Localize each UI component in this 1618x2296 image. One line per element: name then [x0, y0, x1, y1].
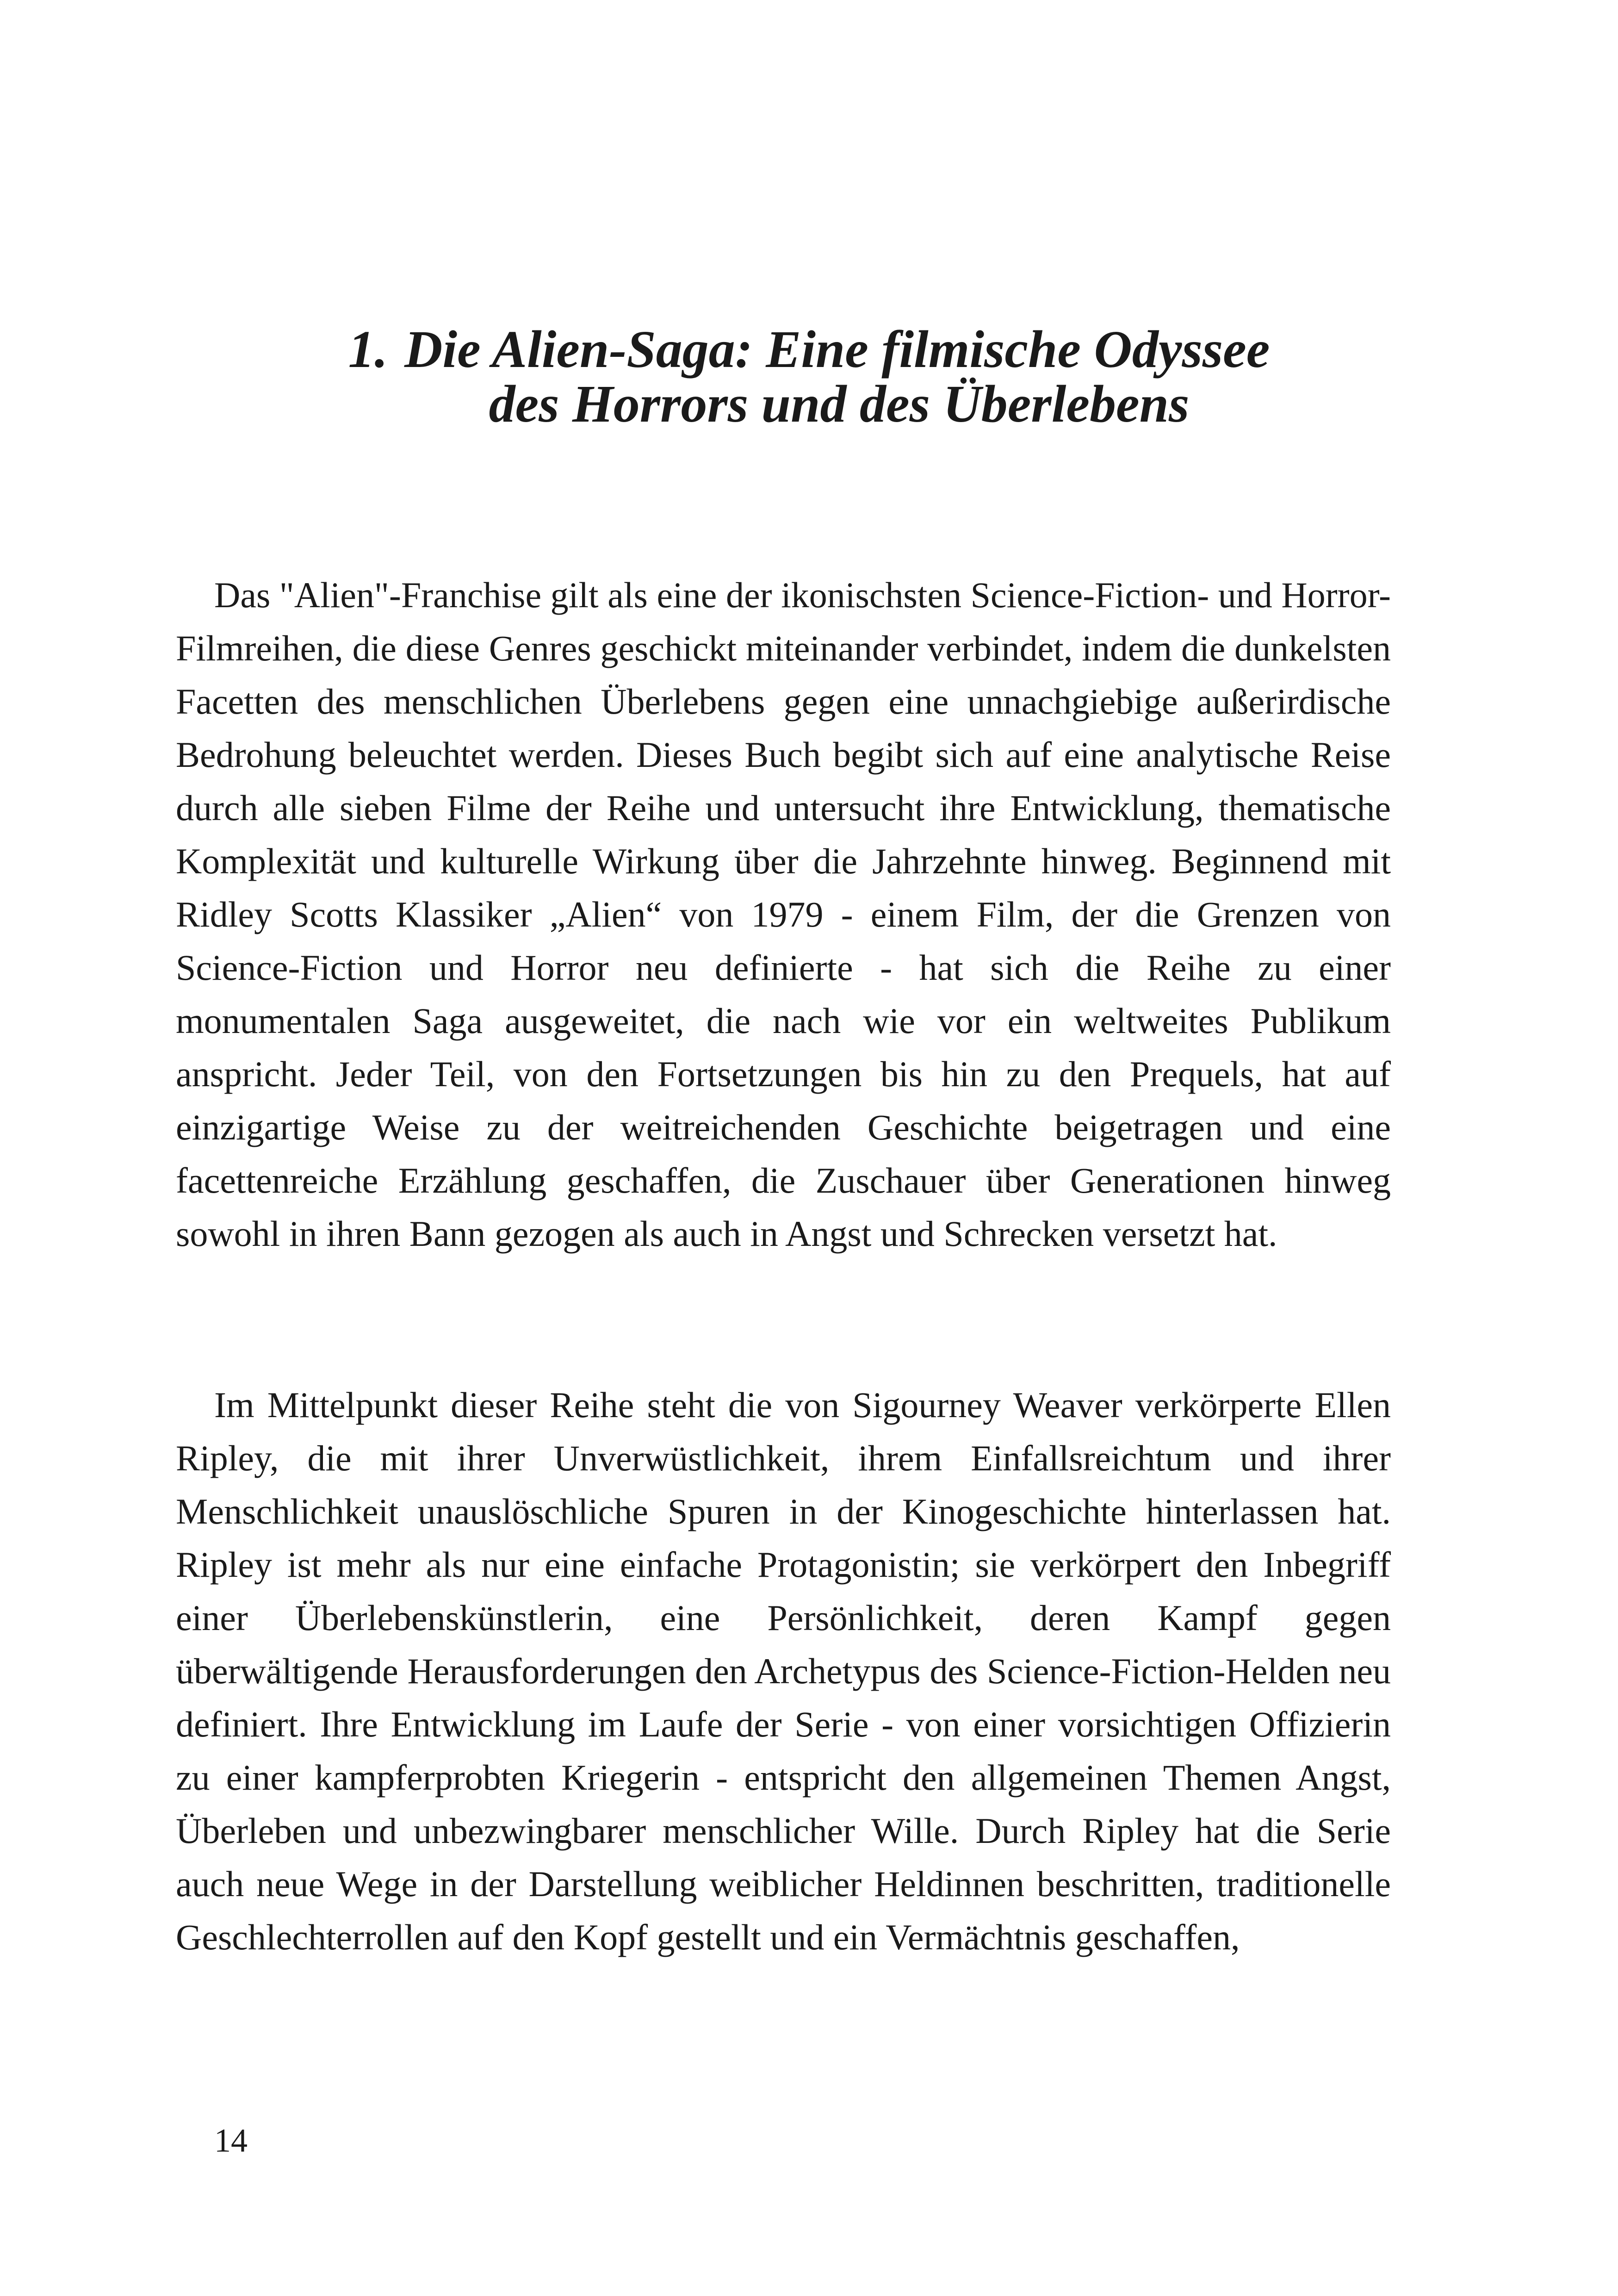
chapter-heading-line-1 — [176, 322, 1442, 377]
chapter-title-line-2: des Horrors und des Überlebens — [489, 374, 1190, 434]
chapter-number: 1. — [348, 320, 388, 379]
body-paragraph: Im Mittelpunkt dieser Reihe steht die von Sigourney Weaver verkörperte Ellen Ripley, die mit ihrer Unverwüstlichkeit, ihrem Einfallsreichtum und ihrer Menschlichkeit unauslöschliche Spuren in der Kinogeschichte hinterlassen hat. Ripley ist mehr als nur eine einfache Protagonistin; sie verkörpert den Inbegriff einer Überlebenskünstlerin, eine Persönlichkeit, deren Kampf gegen überwältigende Herausforderungen den Archetypus des Science-Fiction-Helden neu definiert. Ihre Entwicklung im Laufe der Serie - von einer vorsichtigen Offizierin zu einer kampferprobten Kriegerin - entspricht den allgemeinen Themen Angst, Überleben und unbezwingbarer menschlicher Wille. Durch Ripley hat die Serie auch neue Wege in der Darstellung weiblicher Heldinnen beschritten, traditionelle Geschlechterrollen auf den Kopf gestellt und ein Vermächtnis geschaffen, — [176, 1385, 1391, 1957]
chapter-title-line-1: Die Alien-Saga: Eine filmische Odyssee — [404, 320, 1270, 379]
page-number: 14 — [214, 2122, 248, 2159]
body-paragraph: Das "Alien"-Franchise gilt als eine der ikonischsten Science-Fiction- und Horror- Filmreihen, die diese Genres geschickt miteinander verbindet, indem die dunkelsten Facetten des menschlichen Überlebens gegen eine unnachgiebige außerirdische Bedrohung beleuchtet werden. Dieses Buch begibt sich auf eine analytische Reise durch alle sieben Filme der Reihe und untersucht ihre Entwicklung, thematische Komplexität und kulturelle Wirkung über die Jahrzehnte hinweg. Beginnend mit Ridley Scotts Klassiker „Alien“ von 1979 - einem Film, der die Grenzen von Science-Fiction und Horror neu definierte - hat sich die Reihe zu einer monumentalen Saga ausgeweitet, die nach wie vor ein weltweites Publikum anspricht. Jeder Teil, von den Fortsetzungen bis hin zu den Prequels, hat auf einzigartige Weise zu der weitreichenden Geschichte beigetragen und eine facettenreiche Erzählung geschaffen, die Zuschauer über Generationen hinweg sowohl in ihren Bann gezogen als auch in Angst und Schrecken versetzt hat. — [176, 575, 1391, 1254]
chapter-heading — [176, 320, 1442, 434]
